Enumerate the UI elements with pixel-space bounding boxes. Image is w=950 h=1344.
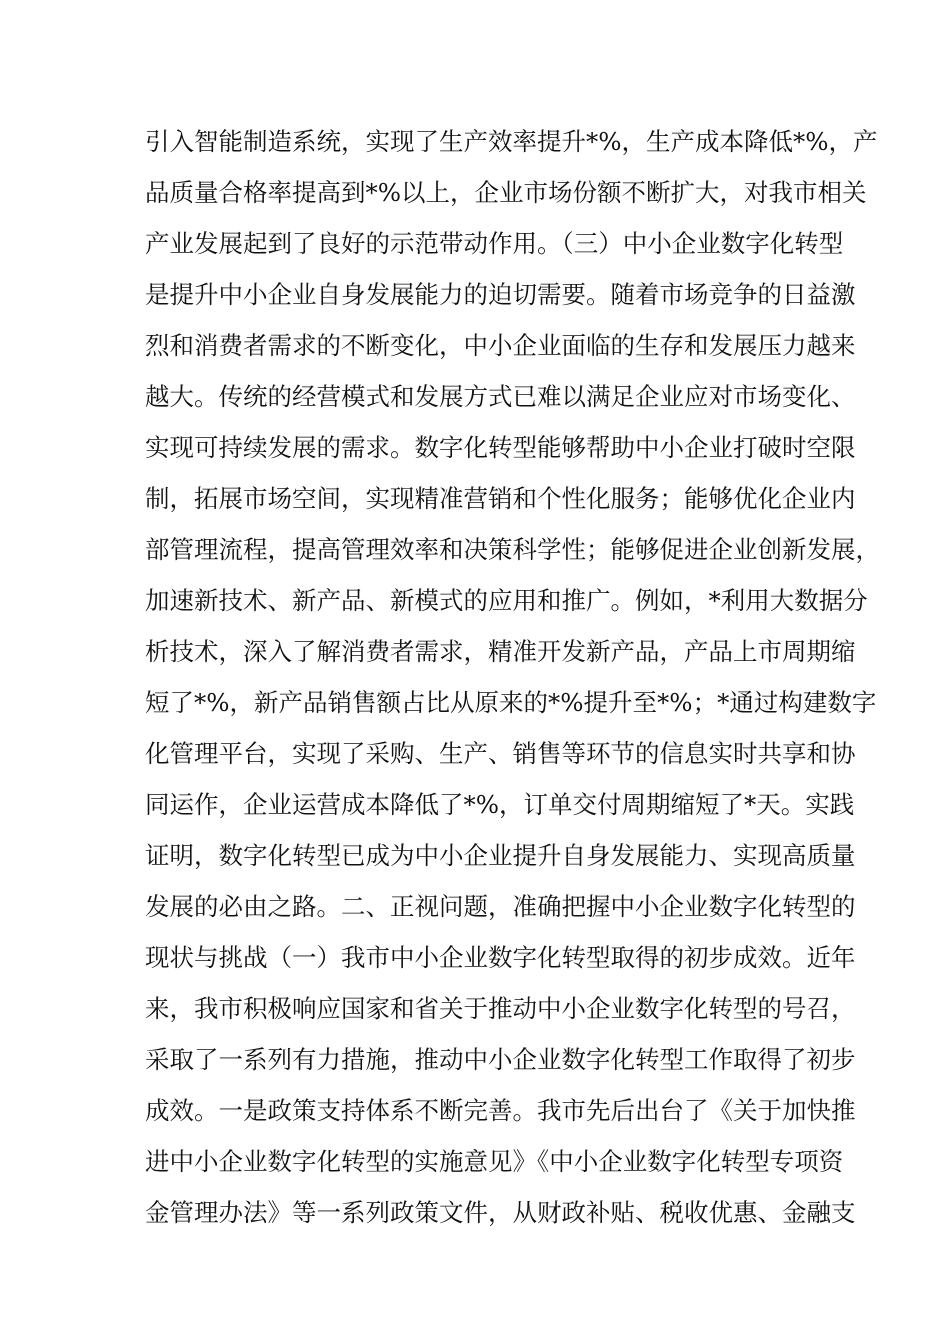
text-line: 制，拓展市场空间，实现精准营销和个性化服务；能够优化企业内	[145, 484, 856, 513]
text-line: 析技术，深入了解消费者需求，精准开发新产品，产品上市周期缩	[145, 637, 856, 666]
text-line: 化管理平台，实现了采购、生产、销售等环节的信息实时共享和协	[145, 739, 856, 768]
text-line: 来，我市积极响应国家和省关于推动中小企业数字化转型的号召，	[145, 994, 856, 1023]
text-line: 证明，数字化转型已成为中小企业提升自身发展能力、实现高质量	[145, 841, 856, 870]
text-line: 金管理办法》等一系列政策文件，从财政补贴、税收优惠、金融支	[145, 1198, 856, 1227]
text-line: 成效。一是政策支持体系不断完善。我市先后出台了《关于加快推	[145, 1096, 856, 1125]
text-line: 是提升中小企业自身发展能力的迫切需要。随着市场竞争的日益激	[145, 280, 856, 309]
text-line: 采取了一系列有力措施，推动中小企业数字化转型工作取得了初步	[145, 1045, 856, 1074]
text-line: 引入智能制造系统，实现了生产效率提升*%，生产成本降低*%，产	[145, 127, 878, 156]
text-line: 产业发展起到了良好的示范带动作用。（三）中小企业数字化转型	[145, 229, 844, 258]
text-line: 实现可持续发展的需求。数字化转型能够帮助中小企业打破时空限	[145, 433, 856, 462]
text-line: 短了*%，新产品销售额占比从原来的*%提升至*%；*通过构建数字	[145, 688, 877, 717]
text-line: 加速新技术、新产品、新模式的应用和推广。例如，*利用大数据分	[145, 586, 868, 615]
text-line: 发展的必由之路。二、正视问题，准确把握中小企业数字化转型的	[145, 892, 856, 921]
text-line: 品质量合格率提高到*%以上，企业市场份额不断扩大，对我市相关	[145, 178, 867, 207]
text-line: 进中小企业数字化转型的实施意见》《中小企业数字化转型专项资	[145, 1147, 844, 1176]
text-line: 现状与挑战（一）我市中小企业数字化转型取得的初步成效。近年	[145, 943, 856, 972]
text-line: 部管理流程，提高管理效率和决策科学性；能够促进企业创新发展，	[145, 535, 880, 564]
text-line: 同运作，企业运营成本降低了*%，订单交付周期缩短了*天。实践	[145, 790, 855, 819]
text-line: 烈和消费者需求的不断变化，中小企业面临的生存和发展压力越来	[145, 331, 856, 360]
text-line: 越大。传统的经营模式和发展方式已难以满足企业应对市场变化、	[145, 382, 856, 411]
